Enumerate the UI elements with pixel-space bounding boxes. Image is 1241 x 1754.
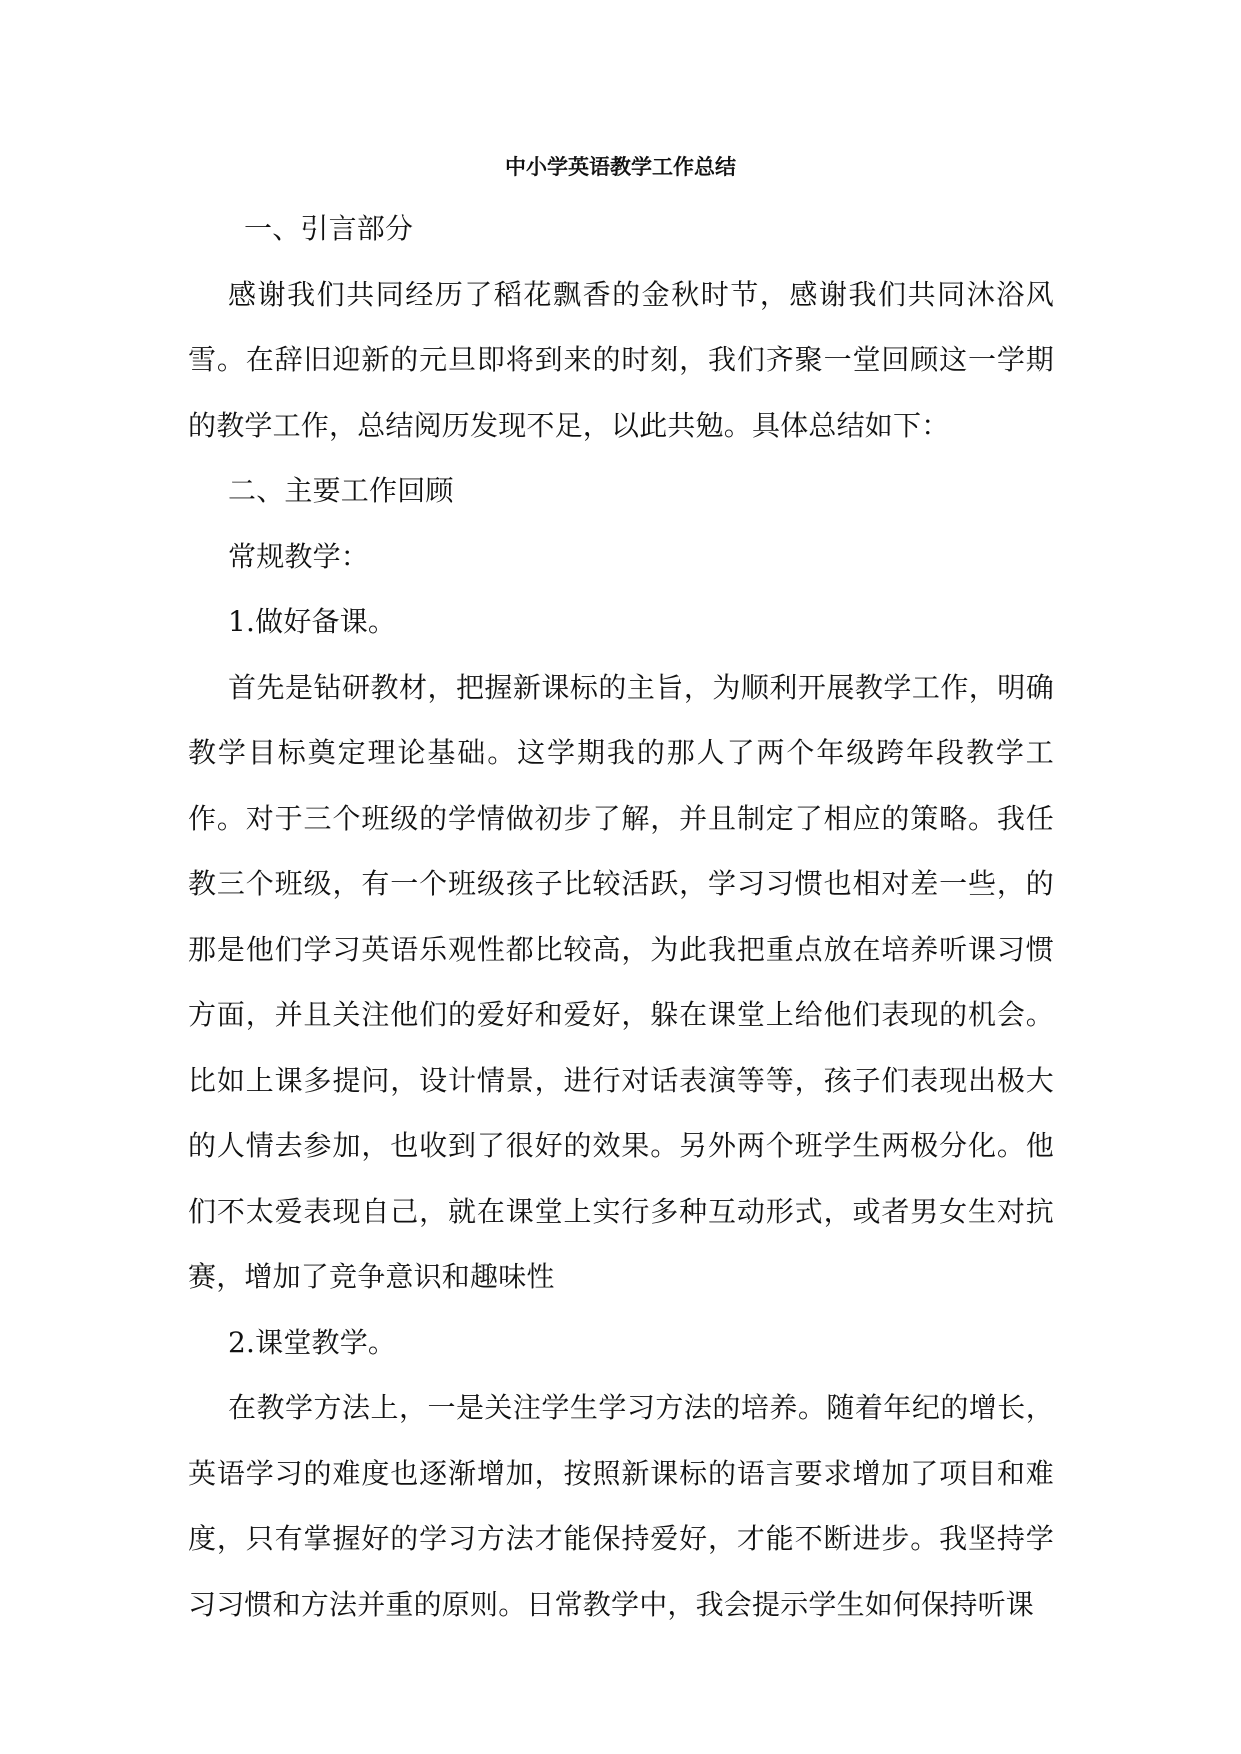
section-heading-review: 二、主要工作回顾 xyxy=(228,474,454,507)
section-heading-intro: 一、引言部分 xyxy=(244,212,414,245)
classroom-teaching-paragraph: 在教学方法上，一是关注学生学习方法的培养。随着年纪的增长，英语学习的难度也逐渐增加，按照新课标的语言要求增加了项目和难度，只有掌握好的学习方法才能保持爱好，才能不断进步。我坚持学习习惯和方法并重的原则。日常教学中，我会提示学生如何保持听课 xyxy=(188,1391,1054,1621)
lesson-preparation-paragraph: 首先是钻研教材，把握新课标的主旨，为顺利开展教学工作，明确教学目标奠定理论基础。这学期我的那人了两个年级跨年段教学工作。对于三个班级的学情做初步了解，并且制定了相应的策略。我任教三个班级，有一个班级孩子比较活跃，学习习惯也相对差一些，的那是他们学习英语乐观性都比较高，为此我把重点放在培养听课习惯方面，并且关注他们的爱好和爱好，躲在课堂上给他们表现的机会。比如上课多提问，设计情景，进行对话表演等等，孩子们表现出极大的人情去参加，也收到了很好的效果。另外两个班学生两极分化。他们不太爱表现自己，就在课堂上实行多种互动形式，或者男女生对抗赛，增加了竞争意识和趣味性 xyxy=(188,670,1054,1293)
document-body xyxy=(188,196,1054,1637)
intro-paragraph: 感谢我们共同经历了稻花飘香的金秋时节，感谢我们共同沐浴风雪。在辞旧迎新的元旦即将到来的时刻，我们齐聚一堂回顾这一学期的教学工作，总结阅历发现不足，以此共勉。具体总结如下： xyxy=(188,277,1054,442)
subheading-routine-teaching: 常规教学： xyxy=(228,539,370,573)
item-classroom-teaching: 2.课堂教学。 xyxy=(228,1325,397,1359)
document-title: 中小学英语教学工作总结 xyxy=(505,155,736,179)
item-lesson-preparation: 1.做好备课。 xyxy=(228,605,397,638)
